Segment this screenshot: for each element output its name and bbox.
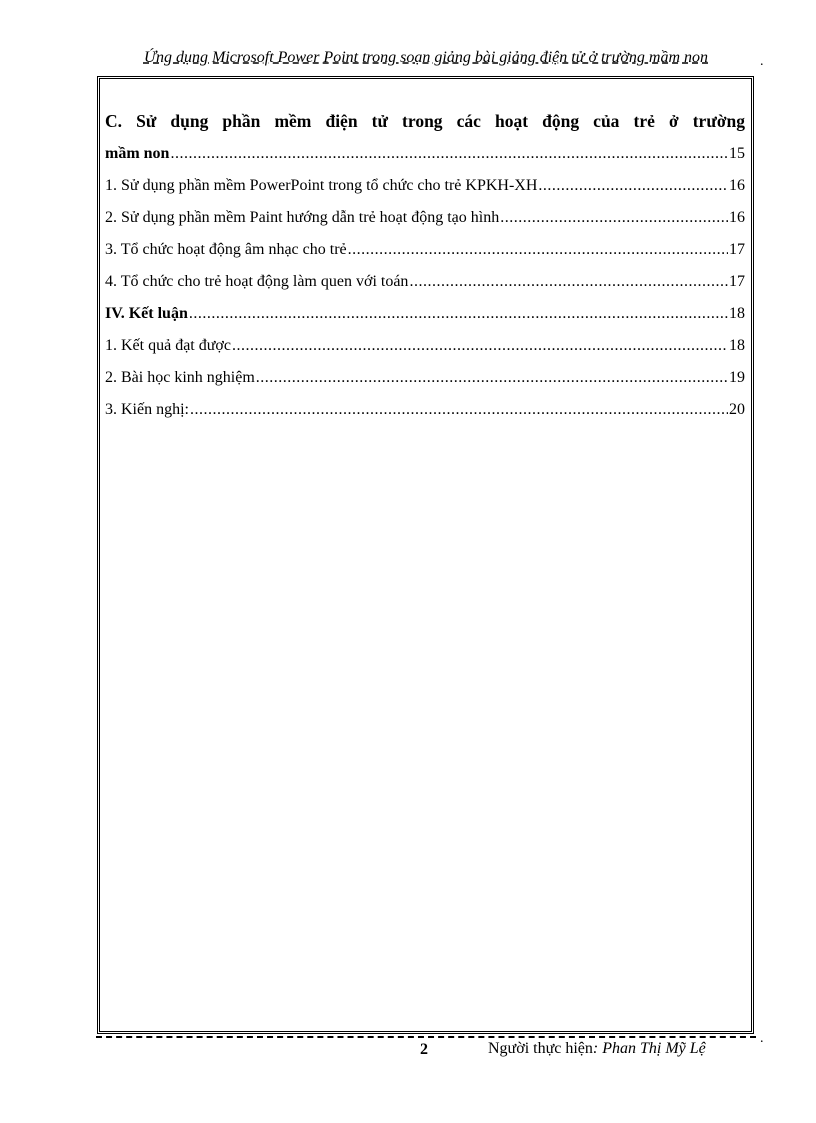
toc-leader-dots [190,394,728,426]
toc-entry-label: 2. Bài học kinh nghiệm [105,369,255,386]
table-of-contents [105,104,745,426]
author-name: Phan Thị Mỹ Lệ [602,1040,706,1057]
toc-entry-page: 17 [729,241,745,258]
toc-leader-dots [232,330,728,362]
toc-entry-label: 3. Tổ chức hoạt động âm nhạc cho trẻ [105,241,347,258]
footer-rule [96,1036,756,1038]
toc-entry-label: 3. Kiến nghị: [105,401,189,418]
toc-entry-label: 1. Kết quả đạt được [105,337,231,354]
toc-entry[interactable] [105,330,745,362]
toc-entry-label: IV. Kết luận [105,305,188,322]
toc-entry-page: 18 [729,305,745,322]
toc-entry[interactable] [105,234,745,266]
toc-entry-page: 16 [729,209,745,226]
toc-entry[interactable] [105,266,745,298]
toc-entry-section-c[interactable] [105,138,745,170]
toc-leader-dots [189,298,728,330]
footer-dot: . [760,1031,764,1046]
toc-leader-dots [409,266,728,298]
toc-leader-dots [256,362,728,394]
toc-entry-page: 15 [729,145,745,162]
page-number: 2 [420,1041,428,1058]
toc-entry-label: 2. Sử dụng phần mềm Paint hướng dẫn trẻ hoạt động tạo hình [105,209,500,226]
toc-section-c-heading: C. Sử dụng phần mềm điện tử trong các hoạt động của trẻ ở trường [105,111,745,131]
toc-entry-page: 20 [729,401,745,418]
toc-entry-section-iv[interactable] [105,298,745,330]
toc-leader-dots [538,170,728,202]
author-label: Người thực hiện [488,1040,593,1057]
toc-entry-label: 4. Tổ chức cho trẻ hoạt động làm quen với toán [105,273,409,290]
author-separator: : [592,1040,603,1057]
running-header: Ứng dụng Microsoft Power Point trong soạn giảng bài giảng điện tử ở trường mầm non [143,49,709,66]
toc-entry[interactable] [105,202,745,234]
toc-entry[interactable] [105,362,745,394]
toc-leader-dots [500,202,728,234]
toc-leader-dots [348,234,728,266]
toc-entry-page: 16 [729,177,745,194]
toc-entry-page: 19 [729,369,745,386]
toc-entry-label: mầm non [105,145,170,162]
toc-leader-dots [170,138,728,170]
toc-entry-page: 18 [729,337,745,354]
toc-entry[interactable] [105,170,745,202]
author-credit [488,1040,706,1058]
header-dot: . [760,54,764,69]
toc-entry[interactable] [105,394,745,426]
toc-entry-page: 17 [729,273,745,290]
toc-entry-label: 1. Sử dụng phần mềm PowerPoint trong tổ chức cho trẻ KPKH-XH [105,177,538,194]
